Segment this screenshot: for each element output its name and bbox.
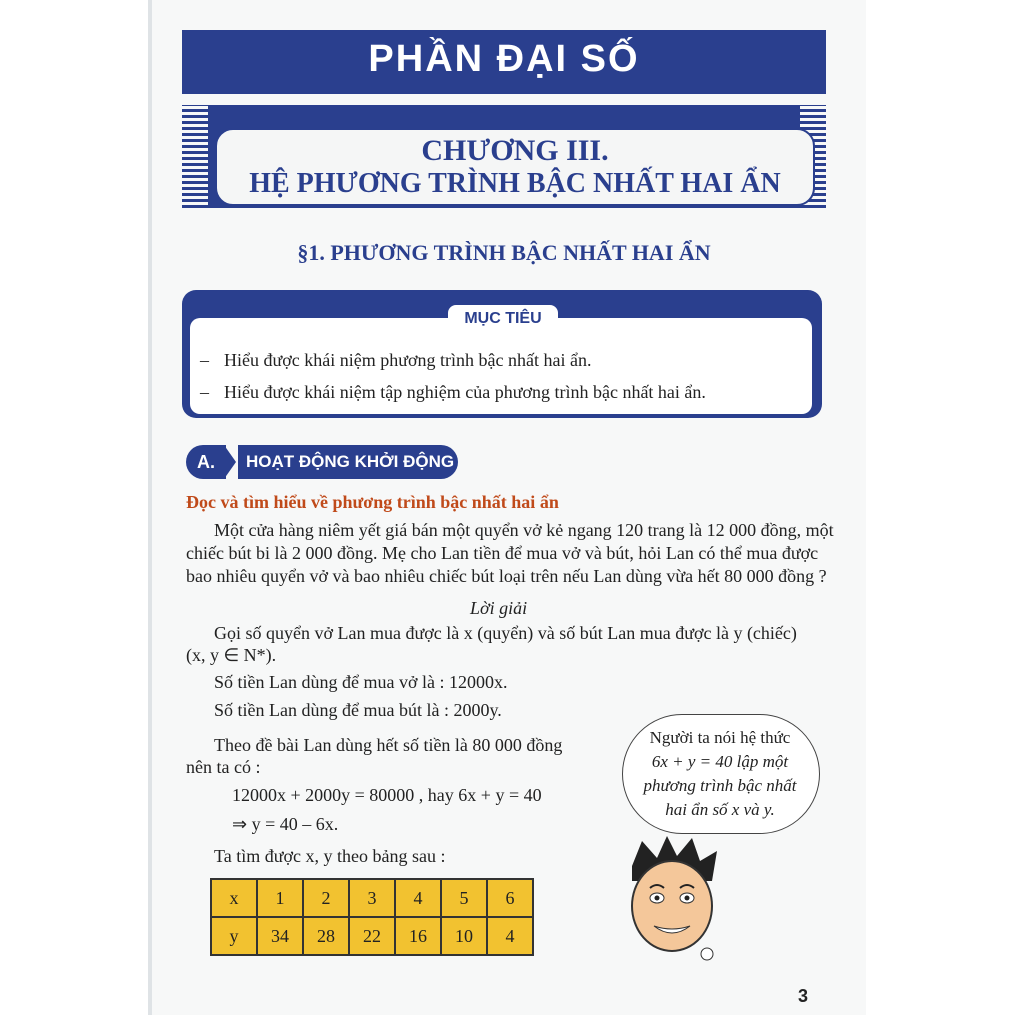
- values-table: [210, 878, 534, 956]
- chapter-number: CHƯƠNG III.: [421, 134, 609, 167]
- solution-line: Ta tìm được x, y theo bảng sau :: [214, 846, 446, 866]
- page-number: 3: [798, 986, 809, 1006]
- table-cell: x: [211, 879, 257, 917]
- equation-line: 12000x + 2000y = 80000 , hay 6x + y = 40: [232, 785, 542, 805]
- solution-title: Lời giải: [470, 598, 528, 618]
- table-cell: 5: [441, 879, 487, 917]
- table-cell: y: [211, 917, 257, 955]
- problem-line: chiếc bút bi là 2 000 đồng. Mẹ cho Lan tiền để mua vở và bút, hỏi Lan có thể mua được: [186, 543, 819, 563]
- problem-line: Một cửa hàng niêm yết giá bán một quyển vở kẻ ngang 120 trang là 12 000 đồng, một: [214, 520, 834, 540]
- table-cell: 28: [303, 917, 349, 955]
- table-cell: 1: [257, 879, 303, 917]
- objective-item: – Hiểu được khái niệm phương trình bậc nhất hai ẩn.: [200, 350, 592, 370]
- solution-line: Gọi số quyển vở Lan mua được là x (quyển) và số bút Lan mua được là y (chiếc): [214, 623, 797, 643]
- part-banner: [182, 30, 826, 94]
- solution-line: Số tiền Lan dùng để mua bút là : 2000y.: [214, 700, 502, 720]
- chapter-stripe-left: [182, 105, 208, 208]
- table-row: [211, 917, 533, 955]
- cartoon-boy-illustration: [612, 836, 732, 976]
- problem-heading: Đọc và tìm hiểu về phương trình bậc nhất hai ẩn: [186, 492, 559, 512]
- objective-item: – Hiểu được khái niệm tập nghiệm của phương trình bậc nhất hai ẩn.: [200, 382, 706, 402]
- bubble-line: phương trình bậc nhất: [643, 776, 797, 795]
- table-cell: 6: [487, 879, 533, 917]
- problem-line: bao nhiêu quyển vở và bao nhiêu chiếc bút loại trên nếu Lan dùng vừa hết 80 000 đồng ?: [186, 566, 827, 586]
- objectives-label: MỤC TIÊU: [448, 305, 558, 333]
- solution-line: (x, y ∈ N*).: [186, 645, 277, 665]
- solution-line: Số tiền Lan dùng để mua vở là : 12000x.: [214, 672, 508, 692]
- bubble-line: Người ta nói hệ thức: [649, 728, 791, 747]
- activity-letter: A.: [186, 445, 226, 479]
- table-cell: 4: [487, 917, 533, 955]
- table-row: [211, 879, 533, 917]
- background-right: [866, 0, 1015, 1015]
- activity-title: HOẠT ĐỘNG KHỞI ĐỘNG: [238, 445, 458, 479]
- table-cell: 4: [395, 879, 441, 917]
- part-title: PHẦN ĐẠI SỐ: [368, 38, 640, 80]
- activity-header: [186, 445, 458, 479]
- table-cell: 22: [349, 917, 395, 955]
- bubble-line: 6x + y = 40 lập một: [651, 752, 789, 771]
- table-cell: 3: [349, 879, 395, 917]
- table-cell: 34: [257, 917, 303, 955]
- solution-line: nên ta có :: [186, 757, 261, 777]
- page-shadow: [148, 0, 152, 1015]
- section-title: §1. PHƯƠNG TRÌNH BẬC NHẤT HAI ẨN: [297, 240, 711, 265]
- table-cell: 16: [395, 917, 441, 955]
- table-cell: 10: [441, 917, 487, 955]
- chapter-title-box: [215, 128, 815, 206]
- bubble-line: hai ẩn số x và y.: [665, 800, 775, 819]
- table-cell: 2: [303, 879, 349, 917]
- solution-line: Theo đề bài Lan dùng hết số tiền là 80 000 đồng: [214, 735, 563, 755]
- equation-line: ⇒ y = 40 – 6x.: [232, 814, 339, 834]
- chapter-title: HỆ PHƯƠNG TRÌNH BẬC NHẤT HAI ẨN: [249, 168, 781, 199]
- chevron-right-icon: [224, 445, 236, 479]
